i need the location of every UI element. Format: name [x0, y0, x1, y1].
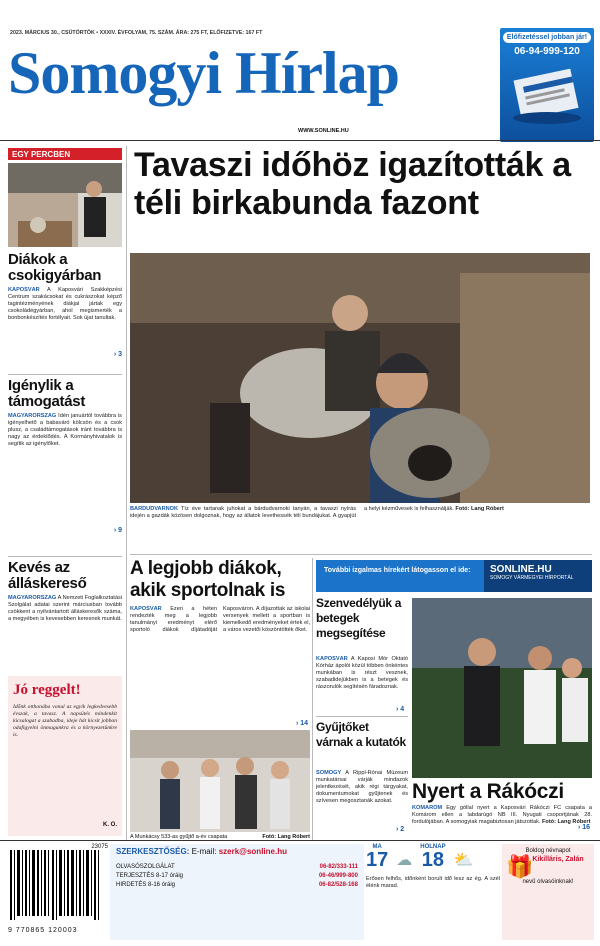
section-badge: EGY PERCBEN [8, 148, 122, 160]
nameday-sub: nevű olvasóinknak! [522, 879, 574, 885]
fourth-page-ref[interactable]: › 2 [396, 826, 405, 833]
sport-kicker: KOMÁROM [412, 805, 443, 811]
kitchen-photo[interactable] [8, 163, 122, 247]
story-tamogatas[interactable] [8, 378, 122, 534]
story-body: A Nemzeti Foglalkoztatási Szolgálat adatai szerint márciusban tovább csökkent a nyilvántartott álláskeresők száma, a megyében is kevesebben keresnek munkát. [8, 595, 122, 622]
contact-phone[interactable]: 06-82/333-111 [319, 864, 358, 870]
weather-text: Erősen felhős, időnként borult idő lesz az ég. A szél élénk marad. [366, 876, 500, 889]
masthead-url[interactable]: WWW.SONLINE.HU [298, 128, 349, 134]
contact-phone[interactable]: 06-46/999-800 [318, 873, 358, 879]
caption-body: Tíz éve tartanak juhokat a bárdudvarnoki tanyán, a tavaszi nyírás idején a gazdák közösen dolgoznak, hogy az állatok levethessék téli bundájukat. A gyapjút a helyi kézművesek is felhasználják. [130, 506, 454, 519]
promo-sub: SOMOGY VÁRMEGYEI HÍRPORTÁL [490, 575, 574, 581]
promo-phone: 06-94-999-120 [514, 46, 580, 57]
sun-cloud-icon: ⛅ [453, 852, 474, 869]
second-headline[interactable]: A legjobb diákok, akik sportolnak is [130, 558, 286, 601]
photo-credit: Fotó: Lang Róbert [541, 819, 591, 825]
editorial-email[interactable]: szerk@sonline.hu [218, 847, 287, 856]
contact-phone[interactable]: 06-82/528-168 [318, 882, 358, 888]
story-body: Idén januártól továbbra is igényelhető a babaváró kölcsön és a csok plusz, a családtámogatások iránt továbbra is nagy az érdeklődés. A Kormányhivatalok is segítik az igénylőket. [8, 413, 122, 447]
lead-caption [130, 506, 590, 526]
page-ref[interactable]: › 9 [113, 527, 122, 534]
column-signature: K. O. [102, 822, 117, 828]
story-kicker: MAGYARORSZÁG [8, 595, 57, 601]
third-body: KAPOSVÁR A Kaposi Mór Oktató Kórház ápolói közül többen önkéntes munkában is részt vesznek, szabadidejükben is a betegek és rászorulók segítésén fáradoznak. [316, 656, 408, 690]
second-page-ref[interactable]: › 14 [296, 720, 309, 727]
masthead-title[interactable]: Somogyi Hírlap [8, 40, 400, 106]
story-body: A Kaposvári Szakképzési Centrum szakácsokat és cukrászokat képző tagintézményének diákjai jártak egy csokoládégyárban, ahol megismerték a bonbonkészítés fortélyait. Sok újat tanultak. [8, 287, 122, 321]
second-kicker: KAPOSVÁR [130, 606, 162, 612]
football-photo[interactable] [412, 598, 592, 778]
story-title: Kevés az álláskereső [8, 559, 87, 592]
gift-icon: 🎁 [506, 854, 534, 879]
nameday-name: Kikilláris, Zalán [532, 856, 584, 863]
today-label: MA [372, 844, 382, 850]
story-kicker: MAGYARORSZÁG [8, 413, 57, 419]
sport-body: KOMÁROM Egy góllal nyert a Kaposvári Rákóczi FC csapata a Komárom ellen a labdarúgó NB III. Nyugati csoportjának 28. fordulójában. A somogyiak magabiztosan játszottak. Fotó: Lang Róbert [412, 805, 592, 825]
cloud-icon: ☁ [396, 852, 413, 869]
barcode-number: 9 770865 120003 [8, 927, 78, 934]
dateline: 2023. MÁRCIUS 30., CSÜTÖRTÖK • XXXIV. ÉVFOLYAM, 75. SZÁM. ÁRA: 275 FT, ELŐFIZETVE: 167 FT [10, 30, 263, 36]
today-temp: 17 [366, 849, 389, 871]
caption-kicker: BÁRDUDVARNOK [130, 506, 179, 512]
promo-brand: SONLINE.HU [490, 564, 552, 575]
students-photo[interactable] [130, 730, 310, 832]
story-kicker: KAPOSVÁR [8, 287, 40, 293]
barcode [8, 844, 108, 940]
second-body: KAPOSVÁR Ezen a héten rendezték meg a legjobb tanulmányi eredményt elérő sportoló diákok díjátadóját Kaposváron. A díjazottak az iskolai versenyek mellett a sportban is kiemelkedő eredményeket értek el, a város vezetői köszöntötték őket. [130, 606, 310, 633]
photo-credit: Fotó: Lang Róbert [455, 506, 504, 512]
fourth-body: SOMOGY A Rippl-Rónai Múzeum munkatársai várják mindazok jelentkezését, akik régi tárgyakat, dokumentumokat gyűjtenek és szívesen megosztanák azokat. [316, 770, 408, 804]
editorial-title: SZERKESZTŐSÉG: [116, 847, 190, 856]
lead-photo-sheep-shearing[interactable] [130, 253, 590, 503]
sport-headline[interactable]: Nyert a Rákóczi [412, 780, 564, 803]
column-title: Jó reggelt! [13, 682, 81, 698]
story-csokigyar[interactable] [8, 252, 122, 358]
subscription-promo[interactable] [500, 28, 594, 142]
third-kicker: KAPOSVÁR [316, 656, 348, 662]
page-ref[interactable]: › 3 [113, 351, 122, 358]
barcode-bars [8, 850, 108, 926]
students-caption: A Munkácsy 533-as gyűjtő a-év csapata Fotó: Lang Róbert [130, 834, 310, 840]
morning-column[interactable] [8, 676, 122, 836]
editorial-box: SZERKESZTŐSÉG: E-mail: szerk@sonline.hu OLVASÓSZOLGÁLAT 06-82/333-111 TERJESZTÉS 8-17 óráig 06-46/999-800 HIRDETÉS 8-16 óráig 06-82/528-168 [110, 844, 364, 940]
issue-number: 23075 [91, 844, 108, 850]
weather-box [366, 844, 500, 940]
column-body: Időnk otthonába vonul az egyik legkedvesebb évszak, a tavasz. A napsütés mindenkit kicsalogat a szabadba, ideje hát kicsit jobban odafigyelni önmagunkra és a környezetünkre is. [13, 704, 117, 738]
contact-row: TERJESZTÉS 8-17 óráig 06-46/999-800 [116, 873, 358, 879]
sonline-promo[interactable] [316, 560, 592, 592]
lead-headline[interactable]: Tavaszi időhöz igazították a téli birkabunda fazont [134, 146, 571, 222]
promo-title: Előfizetéssel jobban jár! [503, 32, 591, 43]
third-page-ref[interactable]: › 4 [396, 706, 405, 713]
nameday-box [502, 844, 594, 940]
photo-credit: Fotó: Lang Róbert [262, 834, 310, 840]
newspaper-illustration [507, 60, 587, 128]
tomorrow-temp: 18 [421, 849, 445, 871]
story-allaskereso[interactable] [8, 560, 122, 690]
story-title: Diákok a csokigyárban [8, 251, 102, 284]
third-headline[interactable]: Szenvedélyük a betegek megsegítése [316, 596, 402, 640]
sport-page-ref[interactable]: › 16 [578, 824, 591, 831]
contact-row: OLVASÓSZOLGÁLAT 06-82/333-111 [116, 864, 358, 870]
fourth-kicker: SOMOGY [316, 770, 342, 776]
tomorrow-label: HOLNAP [420, 844, 446, 850]
fourth-headline[interactable]: Gyűjtőket várnak a kutatók [316, 720, 406, 749]
promo-text: További izgalmas hírekért látogasson el ide: [324, 567, 471, 574]
contact-row: HIRDETÉS 8-16 óráig 06-82/528-168 [116, 882, 358, 888]
nameday-label: Boldog névnapot [525, 848, 571, 854]
story-title: Igénylik a támogatást [8, 377, 86, 410]
